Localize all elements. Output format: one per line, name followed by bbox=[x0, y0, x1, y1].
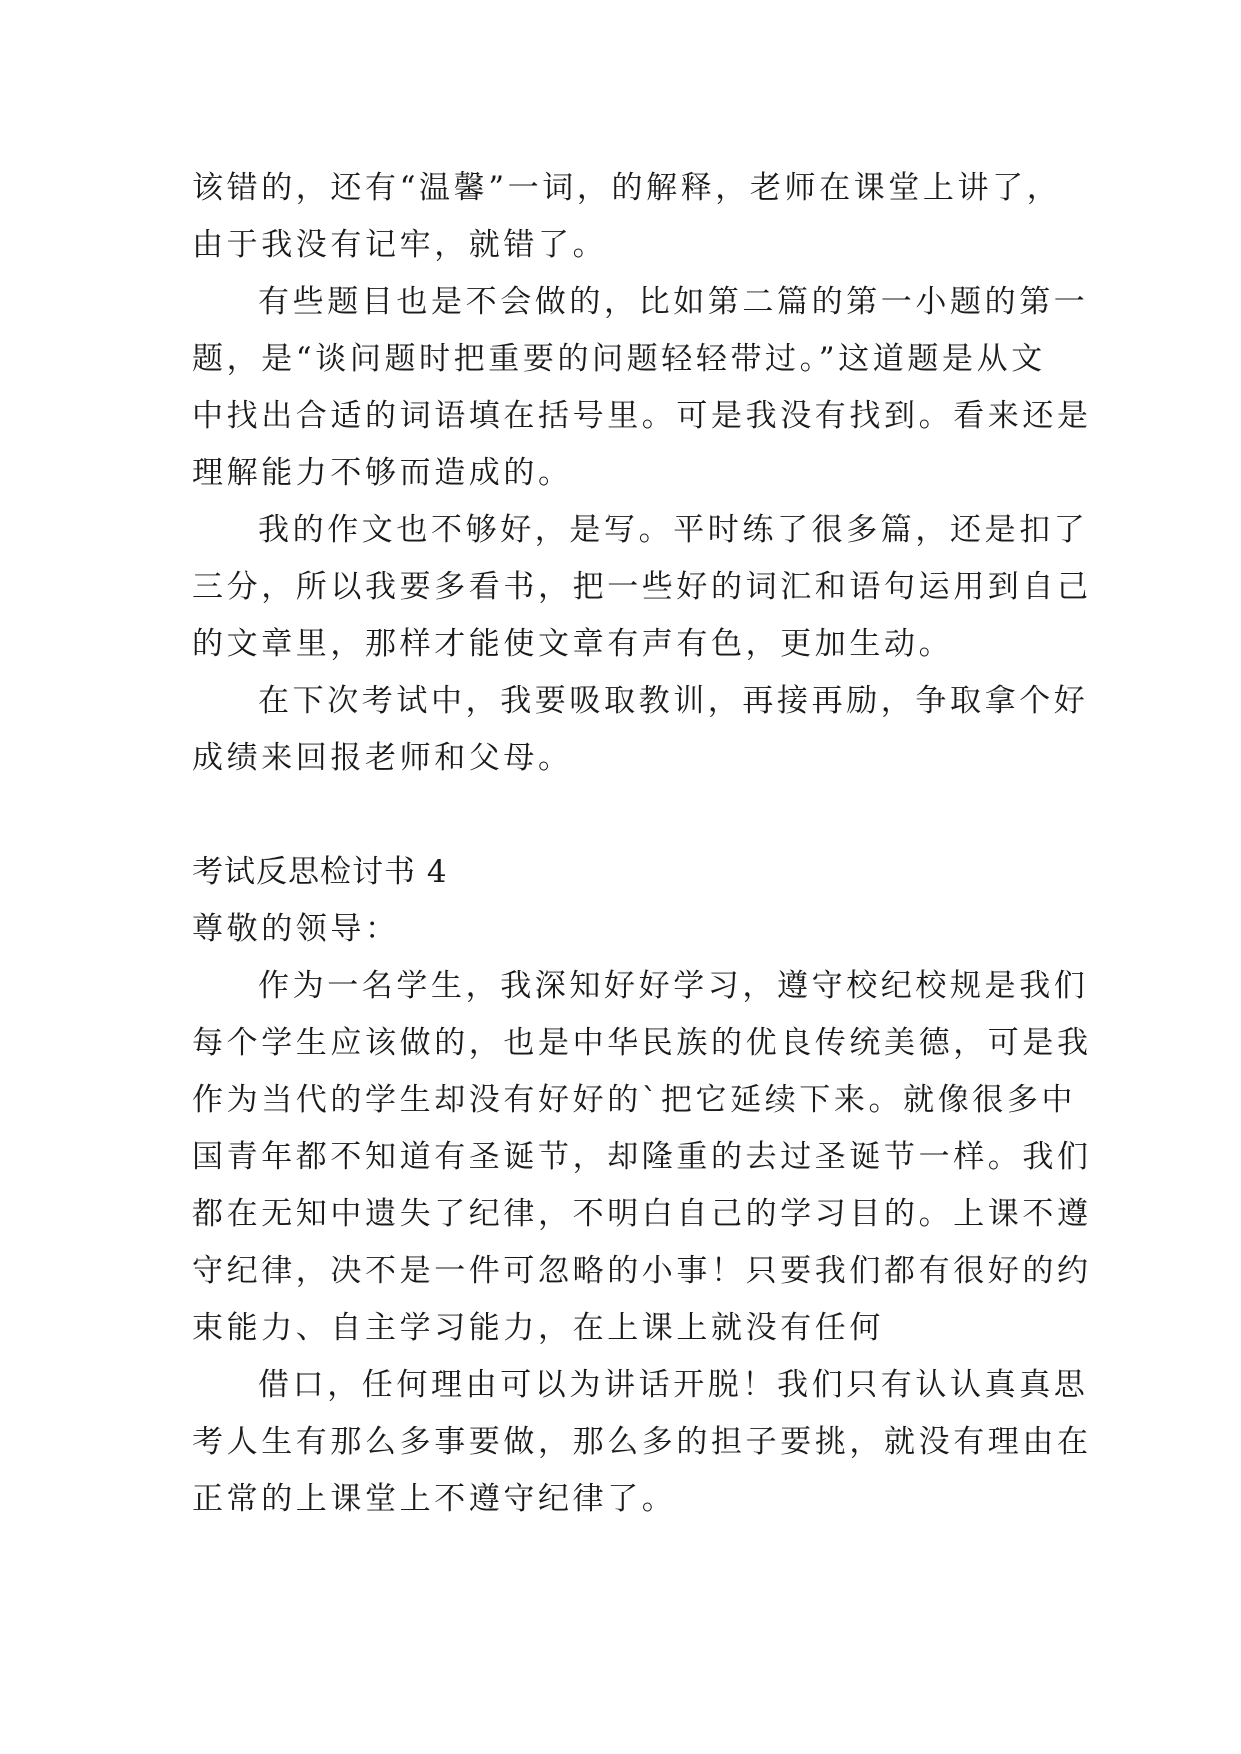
text-line: 正常的上课堂上不遵守纪律了。 bbox=[192, 1481, 677, 1517]
text-line: 题，是“谈问题时把重要的问题轻轻带过。”这道题是从文 bbox=[192, 341, 1046, 377]
paragraph-first-line: 借口，任何理由可以为讲话开脱！我们只有认认真真思 bbox=[258, 1367, 1089, 1403]
salutation: 尊敬的领导： bbox=[192, 911, 400, 947]
text-line: 该错的，还有“温馨”一词，的解释，老师在课堂上讲了， bbox=[192, 170, 1062, 206]
text-line: 束能力、自主学习能力，在上课上就没有任何 bbox=[192, 1310, 884, 1346]
text-line: 中找出合适的词语填在括号里。可是我没有找到。看来还是 bbox=[192, 398, 1092, 434]
text-line: 考人生有那么多事要做，那么多的担子要挑，就没有理由在 bbox=[192, 1424, 1092, 1460]
text-line: 守纪律，决不是一件可忽略的小事！只要我们都有很好的约 bbox=[192, 1253, 1092, 1289]
text-line: 的文章里，那样才能使文章有声有色，更加生动。 bbox=[192, 626, 954, 662]
text-line: 理解能力不够而造成的。 bbox=[192, 455, 573, 491]
section-title: 考试反思检讨书 4 bbox=[192, 854, 448, 890]
paragraph-first-line: 有些题目也是不会做的，比如第二篇的第一小题的第一 bbox=[258, 284, 1089, 320]
text-line: 成绩来回报老师和父母。 bbox=[192, 740, 573, 776]
text-line: 三分，所以我要多看书，把一些好的词汇和语句运用到自己 bbox=[192, 569, 1092, 605]
text-line: 都在无知中遗失了纪律，不明白自己的学习目的。上课不遵 bbox=[192, 1196, 1092, 1232]
text-line: 国青年都不知道有圣诞节，却隆重的去过圣诞节一样。我们 bbox=[192, 1139, 1092, 1175]
text-line: 每个学生应该做的，也是中华民族的优良传统美德，可是我 bbox=[192, 1025, 1092, 1061]
text-line: 由于我没有记牢，就错了。 bbox=[192, 227, 608, 263]
paragraph-first-line: 作为一名学生，我深知好好学习，遵守校纪校规是我们 bbox=[258, 968, 1089, 1004]
text-line: 作为当代的学生却没有好好的`把它延续下来。就像很多中 bbox=[192, 1082, 1077, 1118]
paragraph-first-line: 在下次考试中，我要吸取教训，再接再励，争取拿个好 bbox=[258, 683, 1089, 719]
paragraph-first-line: 我的作文也不够好，是写。平时练了很多篇，还是扣了 bbox=[258, 512, 1089, 548]
